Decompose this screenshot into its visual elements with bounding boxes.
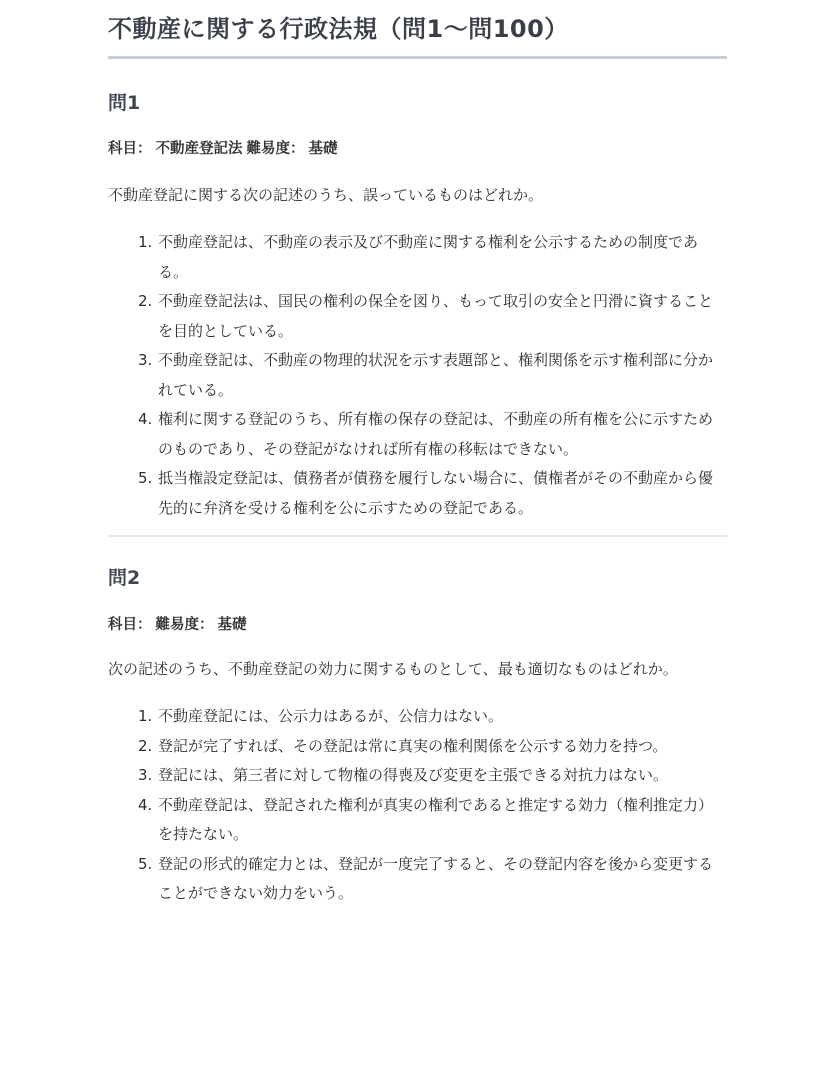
difficulty-label: 難易度： xyxy=(246,141,305,157)
option-number: 5. xyxy=(138,469,153,487)
option-text: 登記の形式的確定力とは、登記が一度完了すると、その登記内容を後から変更することができない効力をいう。 xyxy=(158,854,714,902)
answer-options xyxy=(108,228,727,523)
page-title: 不動産に関する行政法規（問1〜問100） xyxy=(108,15,569,43)
question-1 xyxy=(108,59,727,523)
answer-option[interactable] xyxy=(138,405,727,464)
answer-option[interactable] xyxy=(138,702,727,732)
answer-option[interactable] xyxy=(138,228,727,287)
answer-option[interactable] xyxy=(138,287,727,346)
option-number: 1. xyxy=(138,707,153,725)
option-text: 不動産登記は、不動産の物理的状況を示す表題部と、権利関係を示す権利部に分かれている。 xyxy=(158,351,714,399)
question-text: 次の記述のうち、不動産登記の効力に関するものとして、最も適切なものはどれか。 xyxy=(108,660,678,678)
answer-option[interactable] xyxy=(138,346,727,405)
question-meta xyxy=(108,615,727,635)
option-number: 3. xyxy=(138,351,153,369)
subject-label: 科目： xyxy=(108,617,152,633)
question-heading: 問2 xyxy=(108,567,141,589)
difficulty-value: 基礎 xyxy=(308,141,338,157)
option-text: 不動産登記は、登記された権利が真実の権利であると推定する効力（権利推定力）を持たない。 xyxy=(158,795,714,843)
answer-option[interactable] xyxy=(138,791,727,850)
option-number: 1. xyxy=(138,233,153,251)
option-number: 4. xyxy=(138,795,153,814)
question-meta xyxy=(108,139,727,159)
option-number: 3. xyxy=(138,766,153,784)
question-text: 不動産登記に関する次の記述のうち、誤っているものはどれか。 xyxy=(108,186,544,204)
answer-option[interactable] xyxy=(138,464,727,523)
option-number: 2. xyxy=(138,736,153,755)
option-text: 不動産登記は、不動産の表示及び不動産に関する権利を公示するための制度である。 xyxy=(158,233,699,281)
option-text: 登記には、第三者に対して物権の得喪及び変更を主張できる対抗力はない。 xyxy=(158,766,669,784)
option-text: 不動産登記法は、国民の権利の保全を図り、もって取引の安全と円滑に資することを目的としている。 xyxy=(158,292,714,340)
option-text: 登記が完了すれば、その登記は常に真実の権利関係を公示する効力を持つ。 xyxy=(158,736,668,755)
option-number: 5. xyxy=(138,854,153,873)
difficulty-value: 基礎 xyxy=(217,617,247,633)
question-2 xyxy=(108,537,727,909)
subject-value: 不動産登記法 xyxy=(155,141,243,157)
option-text: 不動産登記には、公示力はあるが、公信力はない。 xyxy=(158,707,504,725)
answer-option[interactable] xyxy=(138,761,727,791)
question-heading: 問1 xyxy=(108,92,141,114)
option-number: 2. xyxy=(138,292,153,310)
option-text: 権利に関する登記のうち、所有権の保存の登記は、不動産の所有権を公に示すためのものであり、その登記がなければ所有権の移転はできない。 xyxy=(158,410,714,458)
subject-label: 科目： xyxy=(108,141,152,157)
answer-option[interactable] xyxy=(138,732,727,762)
option-text: 抵当権設定登記は、債務者が債務を履行しない場合に、債権者がその不動産から優先的に弁済を受ける権利を公に示すための登記である。 xyxy=(158,469,714,517)
answer-options xyxy=(108,702,727,909)
option-number: 4. xyxy=(138,410,153,428)
answer-option[interactable] xyxy=(138,850,727,909)
difficulty-label: 難易度： xyxy=(155,617,214,633)
